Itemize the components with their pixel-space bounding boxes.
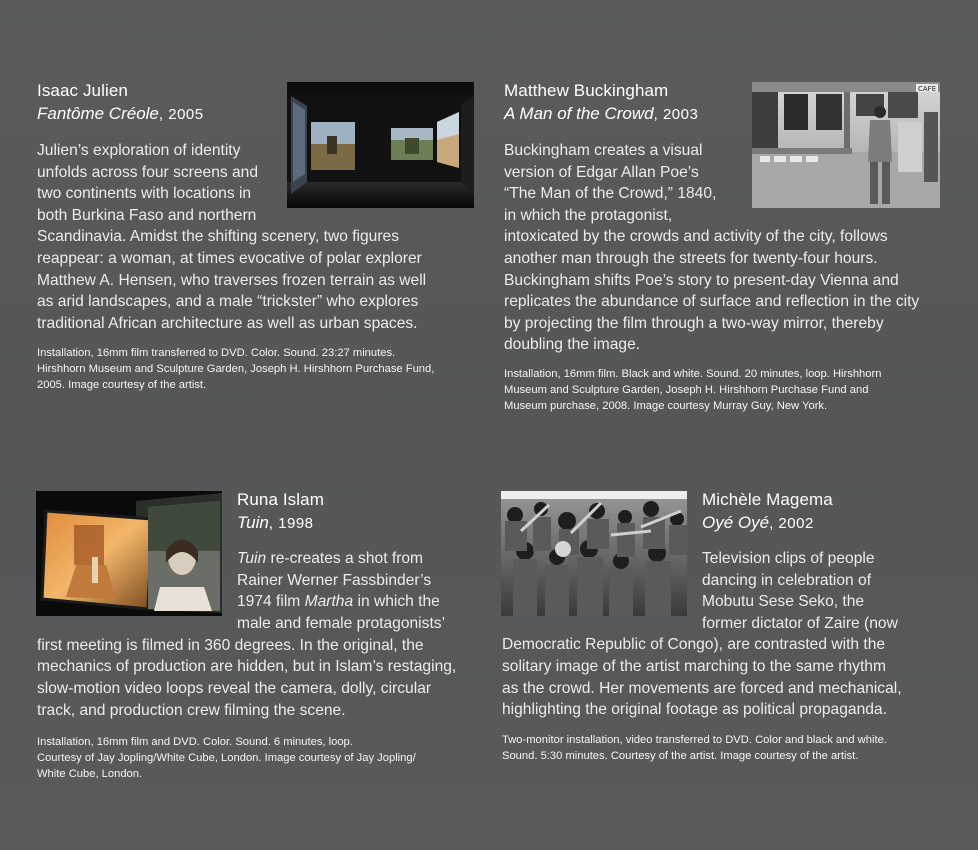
desc-line: highlighting the original footage as political propaganda. xyxy=(502,701,887,719)
artist-name: Matthew Buckingham xyxy=(504,81,669,100)
caption-line: Courtesy of Jay Jopling/White Cube, London. Image courtesy of Jay Jopling/ xyxy=(37,752,416,764)
artwork-image-oye-oye xyxy=(501,491,687,616)
caption-line: Installation, 16mm film. Black and white. Sound. 20 minutes, loop. Hirshhorn xyxy=(504,368,882,380)
artwork-image-tuin xyxy=(36,491,222,616)
caption-line: Sound. 5:30 minutes. Courtesy of the artist. Image courtesy of the artist. xyxy=(502,750,859,762)
caption-line: Museum purchase, 2008. Image courtesy Murray Guy, New York. xyxy=(504,400,828,412)
work-title xyxy=(37,104,204,124)
desc-line: two continents with locations in xyxy=(37,185,252,203)
desc-line: slow-motion video loops reveal the camera, dolly, circular xyxy=(37,679,432,697)
title-italic: Tuin xyxy=(237,513,269,532)
description xyxy=(37,140,426,334)
desc-line: mechanics of production are hidden, but in Islam’s restaging, xyxy=(37,658,457,676)
desc-line: Scandinavia. Amidst the shifting scenery, two figures xyxy=(37,228,400,246)
desc-line: Buckingham shifts Poe’s story to present-day Vienna and xyxy=(504,271,899,289)
crowd-photo xyxy=(501,491,687,616)
work-title xyxy=(504,104,698,124)
desc-line: doubling the image. xyxy=(504,336,641,354)
desc-line: Matthew A. Hensen, who traverses frozen terrain as well xyxy=(37,271,427,289)
caption xyxy=(37,734,416,782)
caption-line: Hirshhorn Museum and Sculpture Garden, Joseph H. Hirshhorn Purchase Fund, xyxy=(37,363,435,375)
desc-line: another man through the streets for twenty-four hours. xyxy=(504,249,878,267)
work-title xyxy=(237,513,314,533)
title-italic: Fantôme Créole xyxy=(37,104,159,123)
caption-line: Installation, 16mm film transferred to DVD. Color. Sound. 23:27 minutes. xyxy=(37,347,396,359)
work-year: , 2003 xyxy=(653,106,699,123)
caption-line: 2005. Image courtesy of the artist. xyxy=(37,379,207,391)
desc-text: re-creates a shot from xyxy=(266,550,424,567)
title-italic: Oyé Oyé xyxy=(702,513,770,532)
desc-line: reappear: a woman, at times evocative of polar explorer xyxy=(37,249,422,267)
desc-line: Mobutu Sese Seko, the xyxy=(702,593,865,611)
desc-line: as the crowd. Her movements are forced and mechanical, xyxy=(502,679,902,697)
desc-line: unfolds across four screens and xyxy=(37,163,259,181)
projection-screens-photo xyxy=(36,491,222,616)
desc-line: former dictator of Zaire (now xyxy=(702,614,898,632)
caption xyxy=(504,366,881,414)
cafe-sign: CAFE xyxy=(918,85,937,93)
desc-line: in which the protagonist, xyxy=(504,206,673,224)
desc-italic: Martha xyxy=(304,593,354,611)
artist-name: Runa Islam xyxy=(237,490,324,509)
desc-text: 1974 film xyxy=(237,593,305,611)
caption xyxy=(37,345,434,393)
desc-line: solitary image of the artist marching to the same rhythm xyxy=(502,657,886,675)
description-continued xyxy=(37,635,456,721)
desc-text: in which the xyxy=(353,593,440,611)
caption-line: White Cube, London. xyxy=(37,768,143,780)
desc-line: Julien’s exploration of identity xyxy=(37,142,241,159)
description xyxy=(504,140,919,356)
desc-line xyxy=(237,591,445,613)
description-continued xyxy=(502,634,902,720)
caption-line: Museum and Sculpture Garden, Joseph H. Hirshhorn Purchase Fund and xyxy=(504,384,869,396)
desc-line: intoxicated by the crowds and activity of the city, follows xyxy=(504,228,888,246)
desc-italic: Tuin xyxy=(237,550,267,567)
desc-line: “The Man of the Crowd,” 1840, xyxy=(504,185,717,203)
desc-line: dancing in celebration of xyxy=(702,571,872,589)
desc-line: Rainer Werner Fassbinder’s xyxy=(237,571,432,589)
desc-line: traditional African architecture as well as urban spaces. xyxy=(37,314,418,332)
description xyxy=(237,548,445,634)
caption-line: Installation, 16mm film and DVD. Color. Sound. 6 minutes, loop. xyxy=(37,736,353,748)
desc-line: both Burkina Faso and northern xyxy=(37,206,257,224)
work-title xyxy=(702,513,814,533)
work-year: , 2002 xyxy=(769,515,814,532)
desc-line: version of Edgar Allan Poe’s xyxy=(504,163,699,181)
title-italic: A Man of the Crowd xyxy=(504,104,654,123)
desc-line: Television clips of people xyxy=(702,550,875,567)
artist-name: Isaac Julien xyxy=(37,81,128,100)
desc-line: track, and production crew filming the scene. xyxy=(37,701,346,719)
desc-line: first meeting is filmed in 360 degrees. In the original, the xyxy=(37,636,424,654)
description xyxy=(702,548,898,634)
desc-line: replicates the abundance of surface and reflection in the city xyxy=(504,293,920,311)
artist-name: Michèle Magema xyxy=(702,490,833,509)
work-year: , 2005 xyxy=(158,106,204,123)
caption xyxy=(502,732,887,764)
desc-line: Democratic Republic of Congo), are contrasted with the xyxy=(502,636,886,654)
work-year: , 1998 xyxy=(268,515,314,532)
caption-line: Two-monitor installation, video transferred to DVD. Color and black and white. xyxy=(502,734,887,746)
desc-line xyxy=(237,548,445,570)
desc-line: Buckingham creates a visual xyxy=(504,142,703,159)
desc-line: as arid landscapes, and a male “trickster” who explores xyxy=(37,293,419,311)
desc-line: by projecting the film through a two-way mirror, thereby xyxy=(504,314,884,332)
desc-line: male and female protagonists’ xyxy=(237,614,446,632)
